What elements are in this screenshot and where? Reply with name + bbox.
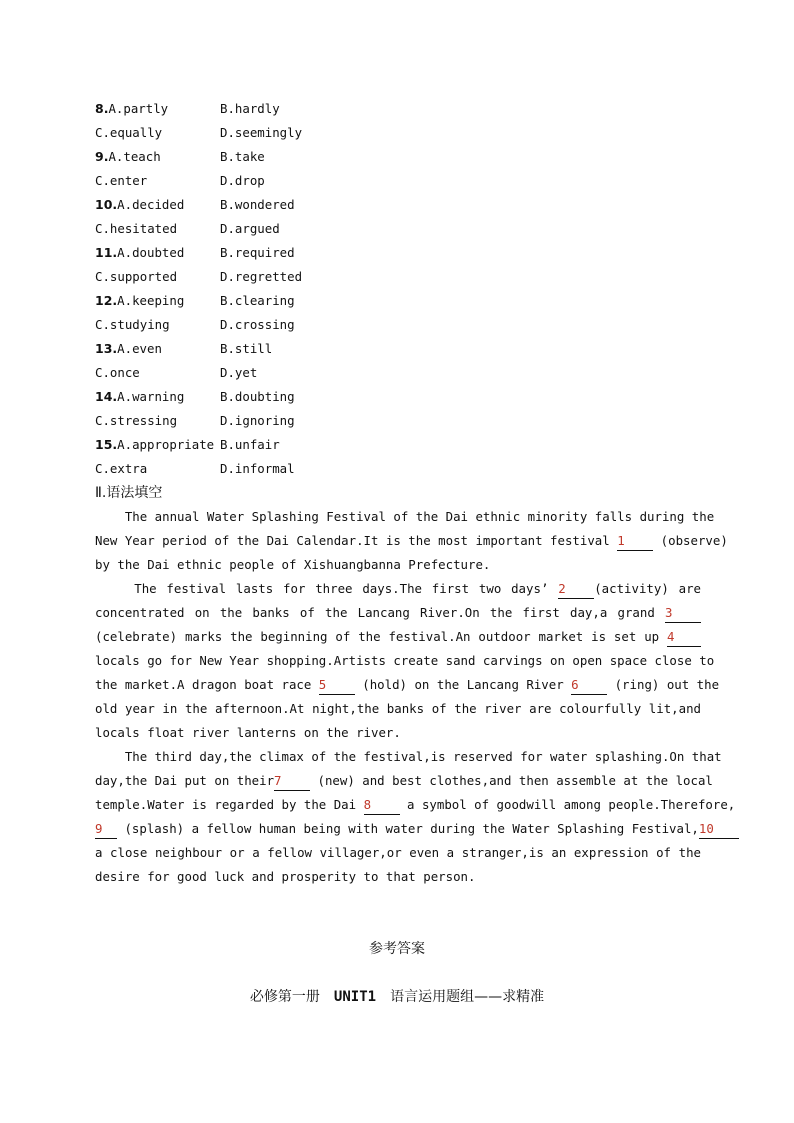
passage-line: locals float river lanterns on the river. [95,725,401,740]
passage-line: the market.A dragon boat race 5 (hold) on the Lancang River 6 (ring) out the [95,673,701,697]
question-number: 10. [95,197,118,212]
passage-line: New Year period of the Dai Calendar.It is the most important festival 1 (observe) [95,529,701,553]
option-b: B.take [220,149,265,164]
passage-line: a close neighbour or a fellow villager,or even a stranger,is an expression of the [95,845,701,860]
option-d: D.seemingly [220,125,303,140]
passage-line: The festival lasts for three days.The first two days’ 2 (activity) are [95,577,701,601]
blank-3: 3 [665,604,701,623]
option-b: B.still [220,341,273,356]
option-c: C.enter [95,173,148,188]
passage-line: temple.Water is regarded by the Dai 8 a symbol of goodwill among people.Therefore, [95,793,701,817]
question-number: 11. [95,245,118,260]
option-b: B.doubting [220,389,295,404]
blank-9: 9 [95,820,117,839]
passage-line: old year in the afternoon.At night,the banks of the river are colourfully lit,and [95,701,701,716]
option-a: A.doubted [117,245,185,260]
option-d: D.informal [220,461,295,476]
passage-line: by the Dai ethnic people of Xishuangbanna Prefecture. [95,557,491,572]
passage-line: day,the Dai put on their7 (new) and best clothes,and then assemble at the local [95,769,701,793]
blank-2: 2 [558,580,594,599]
question-number: 8. [95,101,109,116]
question-number: 15. [95,437,118,452]
topic-label: 语言运用题组——求精准 [390,989,545,1005]
passage-line: (celebrate) marks the beginning of the festival.An outdoor market is set up 4 [95,625,701,649]
blank-1: 1 [617,532,653,551]
option-b: B.hardly [220,101,280,116]
blank-10: 10 [699,820,739,839]
question-number: 12. [95,293,118,308]
option-c: C.extra [95,461,148,476]
question-number: 14. [95,389,118,404]
option-c: C.supported [95,269,178,284]
option-a: A.partly [108,101,169,116]
passage-line: The annual Water Splashing Festival of the Dai ethnic minority falls during the [95,509,715,524]
blank-7: 7 [274,772,310,791]
blank-4: 4 [667,628,701,647]
passage-line: locals go for New Year shopping.Artists create sand carvings on open space close to [95,653,715,668]
question-number: 13. [95,341,118,356]
section-title: Ⅱ.语法填空 [95,485,163,501]
option-b: B.clearing [220,293,295,308]
option-b: B.wondered [220,197,295,212]
passage-line: desire for good luck and prosperity to that person. [95,869,476,884]
option-c: C.equally [95,125,163,140]
option-c: C.hesitated [95,221,178,236]
option-a: A.even [117,341,162,356]
answer-key-title: 参考答案 [369,941,425,957]
option-a: A.decided [117,197,185,212]
option-c: C.stressing [95,413,178,428]
unit-label: UNIT1 [333,989,377,1005]
option-a: A.appropriate [117,437,215,452]
option-a: A.warning [117,389,185,404]
grammar-passage [95,505,736,889]
option-c: C.studying [95,317,170,332]
option-b: B.required [220,245,295,260]
option-d: D.ignoring [220,413,295,428]
option-d: D.regretted [220,269,303,284]
option-a: A.keeping [117,293,185,308]
book-name: 必修第一册 [249,989,320,1005]
option-a: A.teach [108,149,161,164]
passage-line: The third day,the climax of the festival,is reserved for water splashing.On that [95,749,722,764]
answer-key-subtitle [0,986,794,1006]
option-d: D.crossing [220,317,295,332]
option-b: B.unfair [220,437,280,452]
question-number: 9. [95,149,109,164]
blank-8: 8 [364,796,400,815]
blank-5: 5 [319,676,355,695]
passage-line: concentrated on the banks of the Lancang River.On the first day,a grand 3 [95,601,701,625]
blank-6: 6 [571,676,607,695]
option-d: D.drop [220,173,265,188]
passage-line: 9 (splash) a fellow human being with water during the Water Splashing Festival,10 [95,817,701,841]
option-d: D.yet [220,365,258,380]
option-d: D.argued [220,221,280,236]
option-c: C.once [95,365,140,380]
